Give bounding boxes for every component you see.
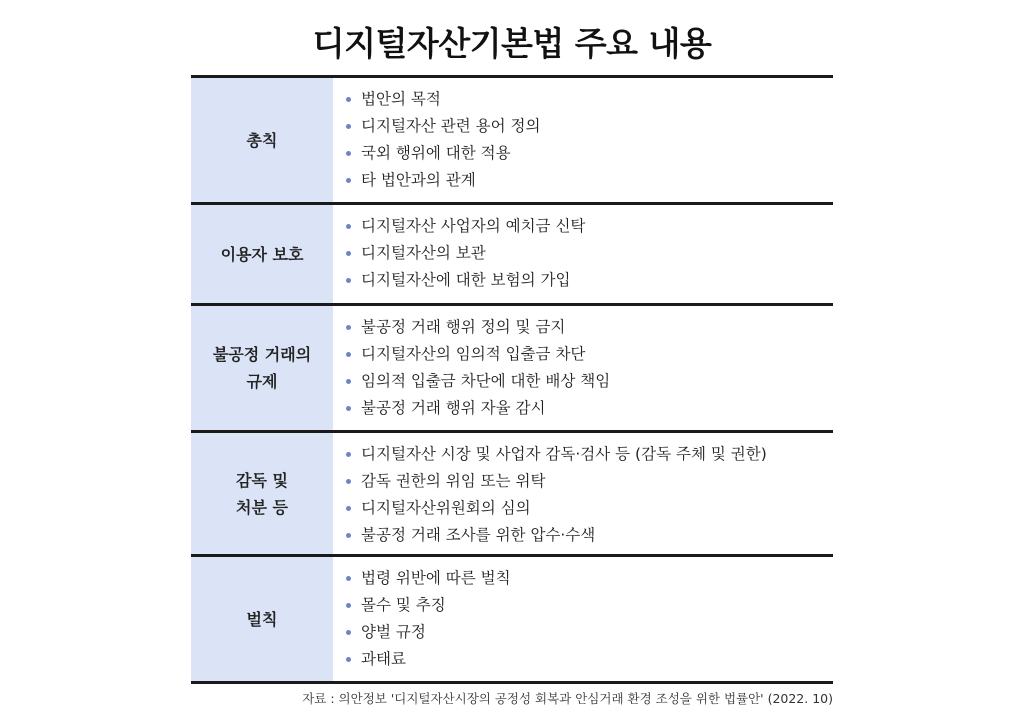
item-list (333, 205, 833, 303)
bullet-icon (346, 657, 351, 662)
item-list (333, 433, 833, 554)
item-list (333, 306, 833, 430)
bullet-icon (346, 452, 351, 457)
table-row-unfair-trade (191, 306, 833, 433)
bullet-icon (346, 603, 351, 608)
list-item: 디지털자산에 대한 보험의 가입 (345, 267, 833, 294)
list-item: 불공정 거래 행위 자율 감시 (345, 395, 833, 422)
bullet-icon (346, 325, 351, 330)
bullet-icon (346, 124, 351, 129)
list-item: 법령 위반에 따른 벌칙 (345, 565, 833, 592)
list-item: 과태료 (345, 646, 833, 673)
bullet-icon (346, 576, 351, 581)
list-item: 타 법안과의 관계 (345, 167, 833, 194)
list-item: 불공정 거래 행위 정의 및 금지 (345, 314, 833, 341)
list-item: 양벌 규정 (345, 619, 833, 646)
bullet-icon (346, 352, 351, 357)
list-item: 불공정 거래 조사를 위한 압수·수색 (345, 522, 833, 549)
content-table (191, 75, 833, 684)
bullet-icon (346, 479, 351, 484)
source-caption: 자료 : 의안정보 '디지털자산시장의 공정성 회복과 안심거래 환경 조성을 위한 법률안' (2022. 10) (302, 691, 833, 706)
table-row-general (191, 78, 833, 205)
table-row-penalty (191, 557, 833, 684)
bullet-icon (346, 178, 351, 183)
bullet-icon (346, 506, 351, 511)
list-item: 디지털자산 관련 용어 정의 (345, 113, 833, 140)
bullet-icon (346, 533, 351, 538)
category-cell: 이용자 보호 (191, 205, 333, 303)
list-item: 디지털자산의 보관 (345, 240, 833, 267)
table-row-user-protection (191, 205, 833, 306)
item-list (333, 78, 833, 202)
list-item: 법안의 목적 (345, 86, 833, 113)
bullet-icon (346, 278, 351, 283)
list-item: 디지털자산 사업자의 예치금 신탁 (345, 213, 833, 240)
bullet-icon (346, 379, 351, 384)
bullet-icon (346, 151, 351, 156)
bullet-icon (346, 406, 351, 411)
list-item: 임의적 입출금 차단에 대한 배상 책임 (345, 368, 833, 395)
table-row-supervision (191, 433, 833, 557)
list-item: 국외 행위에 대한 적용 (345, 140, 833, 167)
list-item: 디지털자산위원회의 심의 (345, 495, 833, 522)
item-list (333, 557, 833, 681)
category-cell: 총칙 (191, 78, 333, 202)
page-title: 디지털자산기본법 주요 내용 (312, 24, 712, 63)
category-cell: 벌칙 (191, 557, 333, 681)
bullet-icon (346, 224, 351, 229)
bullet-icon (346, 630, 351, 635)
bullet-icon (346, 97, 351, 102)
list-item: 디지털자산 시장 및 사업자 감독·검사 등 (감독 주체 및 권한) (345, 441, 833, 468)
bullet-icon (346, 251, 351, 256)
list-item: 몰수 및 추징 (345, 592, 833, 619)
list-item: 감독 권한의 위임 또는 위탁 (345, 468, 833, 495)
category-cell: 감독 및 처분 등 (191, 433, 333, 554)
list-item: 디지털자산의 임의적 입출금 차단 (345, 341, 833, 368)
category-cell: 불공정 거래의 규제 (191, 306, 333, 430)
